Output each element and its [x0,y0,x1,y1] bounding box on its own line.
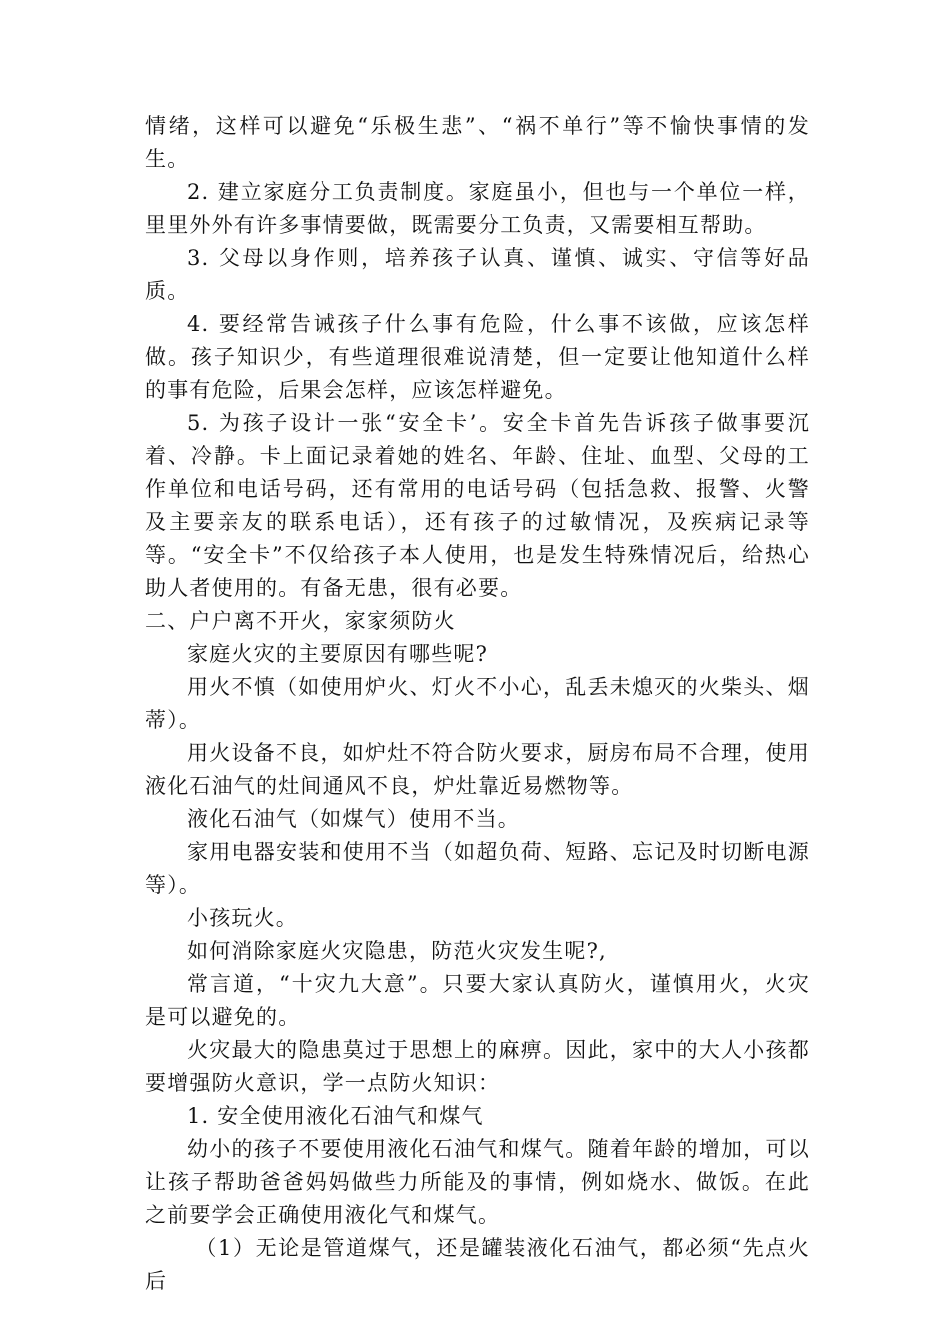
paragraph-item-2: 2. 建立家庭分工负责制度。家庭虽小，但也与一个单位一样，里里外外有许多事情要做，既需要分工负责，又需要相互帮助。 [145,180,810,237]
paragraph-gas-rule-1: （1）无论是管道煤气，还是罐装液化石油气，都必须“先点火后 [145,1236,810,1293]
paragraph-cause-careless: 用火不慎（如使用炉火、灯火不小心，乱丢未熄灭的火柴头、烟蒂）。 [145,675,810,732]
paragraph-cause-appliances: 家用电器安装和使用不当（如超负荷、短路、忘记及时切断电源等）。 [145,840,810,897]
section-heading-fire: 二、户户离不开火，家家须防火 [145,609,456,633]
paragraph-item-5: 5. 为孩子设计一张“安全卡’。安全卡首先告诉孩子做事要沉着、冷静。卡上面记录着她的姓名、年龄、住址、血型、父母的工作单位和电话号码，还有常用的电话号码（包括急救、报警、火警及主要亲友的联系电话），还有孩子的过敏情况，及疾病记录等等。“安全卡”不仅给孩子本人使用，也是发生特殊情况后，给热心助人者使用的。有备无患，很有必要。 [145,411,810,600]
paragraph-cause-gas: 液化石油气（如煤气）使用不当。 [187,807,520,831]
paragraph-item-3: 3. 父母以身作则，培养孩子认真、谨慎、诚实、守信等好品质。 [145,246,810,303]
paragraph-saying: 常言道，“十灾九大意”。只要大家认真防火，谨慎用火，火灾是可以避免的。 [145,972,810,1029]
paragraph-item-4: 4. 要经常告诫孩子什么事有危险，什么事不该做，应该怎样做。孩子知识少，有些道理很难说清楚，但一定要让他知道什么样的事有危险，后果会怎样，应该怎样避免。 [145,312,810,402]
paragraph-cause-equipment: 用火设备不良，如炉灶不符合防火要求，厨房布局不合理，使用液化石油气的灶间通风不良，炉灶靠近易燃物等。 [145,741,810,798]
paragraph-continuation: 情绪，这样可以避免“乐极生悲”、“祸不单行”等不愉快事情的发生。 [145,114,810,171]
paragraph-gas-children: 幼小的孩子不要使用液化石油气和煤气。随着年龄的增加，可以让孩子帮助爸爸妈妈做些力所能及的事情，例如烧水、做饭。在此之前要学会正确使用液化气和煤气。 [145,1137,810,1227]
paragraph-fire-causes-question: 家庭火灾的主要原因有哪些呢? [187,642,489,666]
paragraph-cause-children: 小孩玩火。 [187,906,298,930]
paragraph-awareness: 火灾最大的隐患莫过于思想上的麻痹。因此，家中的大人小孩都要增强防火意识，学一点防火知识： [145,1038,810,1095]
document-body [145,110,810,1298]
paragraph-prevention-question: 如何消除家庭火灾隐患，防范火灾发生呢?, [187,939,607,963]
subheading-gas-safety: 1. 安全使用液化石油气和煤气 [187,1104,484,1128]
